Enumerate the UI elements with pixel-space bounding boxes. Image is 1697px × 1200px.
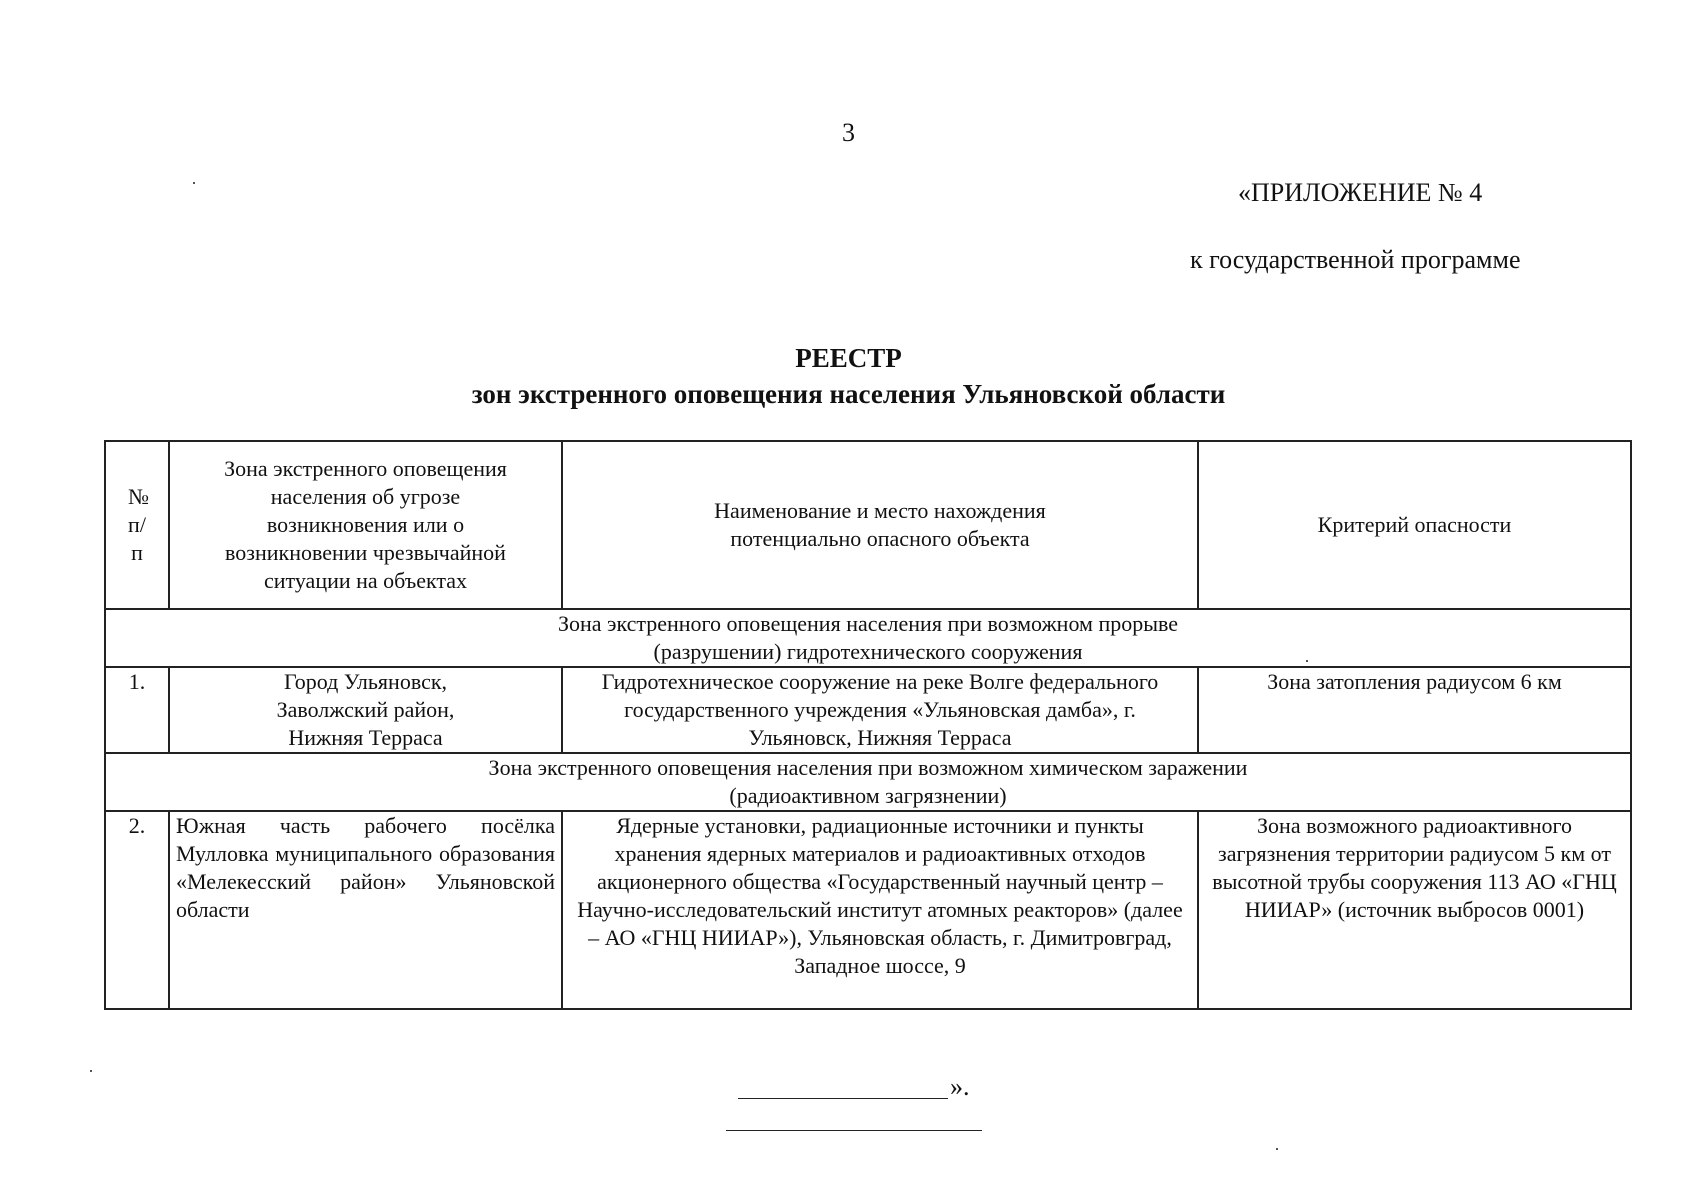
row-object: Гидротехническое сооружение на реке Волге федерального государственного учреждения «Ульяновская дамба», г. Ульяновск, Нижняя Терраса <box>562 667 1198 753</box>
scan-speck <box>193 182 195 184</box>
document-title <box>0 340 1697 412</box>
closing-underline <box>738 1072 948 1099</box>
appendix-subtitle: к государственной программе <box>1190 245 1521 274</box>
row-zone: Южная часть рабочего посёлка Мулловка муниципального образования «Мелекесский район» Ульяновской области <box>169 811 562 1009</box>
registry-table <box>104 440 1632 1010</box>
closing-quote: ». <box>950 1072 970 1101</box>
row-number: 2. <box>105 811 169 1009</box>
table-row <box>105 811 1631 1009</box>
section-title-hydro: Зона экстренного оповещения населения при возможном прорыве (разрушении) гидротехнического сооружения <box>105 609 1631 667</box>
header-zone: Зона экстренного оповещения населения об угрозе возникновения или о возникновении чрезвычайной ситуации на объектах <box>169 441 562 609</box>
row-criterion: Зона затопления радиусом 6 км <box>1198 667 1631 753</box>
section-title-chemical: Зона экстренного оповещения населения при возможном химическом заражении (радиоактивном загрязнении) <box>105 753 1631 811</box>
row-number: 1. <box>105 667 169 753</box>
header-number: № п/п <box>105 441 169 609</box>
document-title-line2: зон экстренного оповещения населения Ульяновской области <box>471 379 1226 409</box>
appendix-title: «ПРИЛОЖЕНИЕ № 4 <box>1238 178 1483 207</box>
table-header-row <box>105 441 1631 609</box>
header-criterion: Критерий опасности <box>1198 441 1631 609</box>
table-row <box>105 667 1631 753</box>
table-section-row <box>105 609 1631 667</box>
row-object: Ядерные установки, радиационные источники и пункты хранения ядерных материалов и радиоактивных отходов акционерного общества «Государственный научный центр – Научно-исследовательский институт атомных реакторов» (далее – АО «ГНЦ НИИАР»), Ульяновская область, г. Димитровград, Западное шоссе, 9 <box>562 811 1198 1009</box>
row-zone: Город Ульяновск, Заволжский район, Нижняя Терраса <box>169 667 562 753</box>
page-number: 3 <box>842 118 855 147</box>
separator-line <box>726 1130 982 1131</box>
scan-speck <box>90 1070 92 1072</box>
header-object: Наименование и место нахождения потенциально опасного объекта <box>562 441 1198 609</box>
scan-speck <box>1306 660 1308 662</box>
scan-speck <box>1276 1148 1278 1150</box>
row-criterion: Зона возможного радиоактивного загрязнения территории радиусом 5 км от высотной трубы сооружения 113 АО «ГНЦ НИИАР» (источник выбросов 0001) <box>1198 811 1631 1009</box>
document-title-line1: РЕЕСТР <box>795 343 902 373</box>
table-section-row <box>105 753 1631 811</box>
